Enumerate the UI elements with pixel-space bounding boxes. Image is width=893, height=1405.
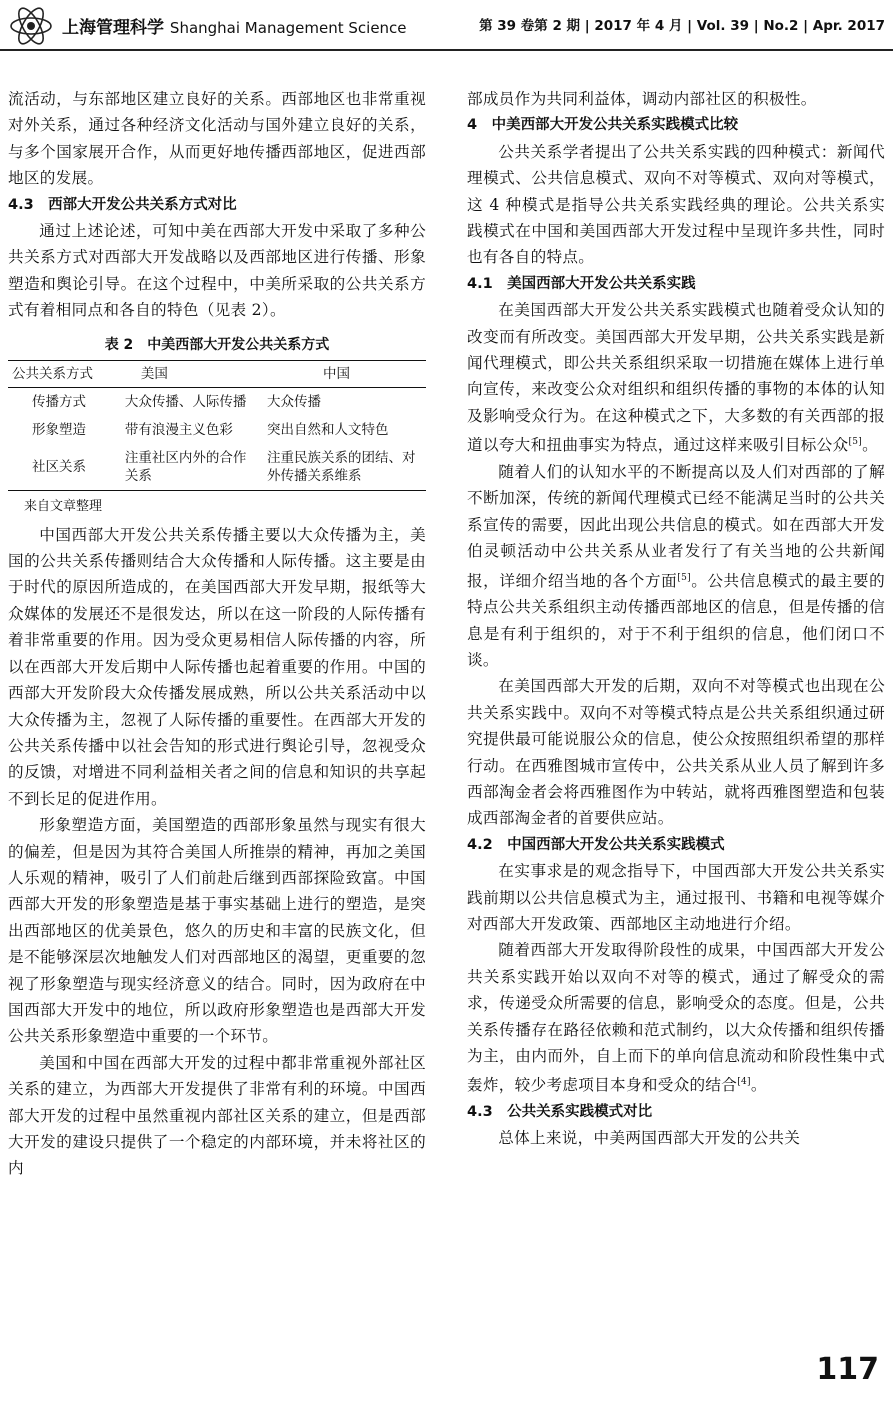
table-header-cell: 中国 (263, 360, 426, 387)
table-header-row (8, 360, 426, 387)
section-heading-4: 4 中美西部大开发公共关系实践模式比较 (467, 117, 739, 134)
paragraph: 通过上述论述，可知中美在西部大开发中采取了多种公共关系方式对西部大开发战略以及西部地区进行传播、形象塑造和舆论引导。在这个过程中，中美所采取的公共关系方式有着相同点和各自的特色（见表 2）。 (8, 222, 426, 320)
paragraph-text: 。 (862, 436, 879, 455)
page-header (0, 0, 893, 52)
table-caption: 表 2 中美西部大开发公共关系方式 (104, 336, 330, 353)
table-row (8, 416, 426, 444)
table-cell: 传播方式 (32, 393, 86, 410)
left-column (8, 86, 426, 1182)
journal-logo-icon (8, 6, 54, 46)
journal-title (62, 13, 407, 38)
paragraph: 形象塑造方面，美国塑造的西部形象虽然与现实有很大的偏差，但是因为其符合美国人所推崇的精神，再加之美国人乐观的精神，吸引了人们前赴后继到西部探险致富。中国西部大开发的形象塑造是基于事实基础上进行的塑造，是突出西部地区的优美景色，悠久的历史和丰富的民族文化，但是不能够深层次地触发人们对西部地区的渴望，更重要的忽视了形象塑造与现实经济意义的结合。同时，因为政府在中国西部大开发中的地位，所以政府形象塑造也是西部大开发公共关系形象塑造中重要的一个环节。 (8, 816, 426, 1046)
journal-title-en: Shanghai Management Science (169, 19, 407, 37)
citation-ref: [5] (848, 437, 863, 448)
table-cell: 注重民族关系的团结、对外传播关系维系 (263, 444, 426, 491)
issue-info: 第 39 卷第 2 期 | 2017 年 4 月 | Vol. 39 | No.2 | Apr. 2017 (479, 18, 885, 34)
table-cell: 大众传播 (266, 393, 321, 410)
paragraph: 在实事求是的观念指导下，中国西部大开发公共关系实践前期以公共信息模式为主，通过报刊、书籍和电视等媒介对西部大开发政策、西部地区主动地进行介绍。 (467, 862, 885, 933)
citation-ref: [5] (677, 572, 691, 583)
section-heading-4-3: 4.3 西部大开发公共关系方式对比 (8, 196, 237, 213)
table-cell: 突出自然和人文特色 (266, 421, 389, 438)
paragraph-text: 。 (750, 1076, 767, 1095)
table-cell: 社区关系 (8, 444, 121, 491)
paragraph: 公共关系学者提出了公共关系实践的四种模式：新闻代理模式、公共信息模式、双向不对等模式、双向对等模式，这 4 种模式是指导公共关系实践经典的理论。公共关系实践模式在中国和美国西部大开发过程中呈现许多共性，同时也有各自的特点。 (467, 142, 885, 267)
paragraph-text: 随着西部大开发取得阶段性的成果，中国西部大开发公共关系实践开始以双向不对等的模式，通过了解受众的需求，传递受众所需要的信息，影响受众的态度。但是，公共关系传播存在路径依赖和范式制约，以大众传播和组织传播为主，由内而外，自上而下的单向信息流动和阶段性集中式轰炸，较少考虑项目本身和受众的结合 (467, 941, 885, 1095)
section-heading-4-2: 4.2 中国西部大开发公共关系实践模式 (467, 836, 725, 853)
section-heading-4-3: 4.3 公共关系实践模式对比 (467, 1104, 653, 1120)
comparison-table (8, 360, 426, 491)
paragraph: 在美国西部大开发的后期，双向不对等模式也出现在公共关系实践中。双向不对等模式特点是公共关系组织通过研究提供最可能说服公众的信息，使公众按照组织希望的那样行动。在西雅图城市宣传中，公共关系从业人员了解到许多西部淘金者会将西雅图作为中转站，就将西雅图塑造和包装成西部淘金者的首要供应站。 (467, 677, 885, 828)
paragraph (467, 297, 885, 459)
journal-title-cn: 上海管理科学 (62, 18, 164, 38)
right-column (467, 86, 885, 1152)
table-header-cell: 公共关系方式 (8, 360, 121, 387)
table-cell: 带有浪漫主义色彩 (124, 421, 233, 438)
paragraph: 美国和中国在西部大开发的过程中都非常重视外部社区关系的建立，为西部大开发提供了非常有利的环境。中国西部大开发的过程中虽然重视内部社区关系的建立，但是西部大开发的建设只提供了一个稳定的内部环境，并未将社区的内 (8, 1053, 426, 1178)
header-rule (0, 49, 893, 51)
section-heading-4-1: 4.1 美国西部大开发公共关系实践 (467, 275, 696, 292)
table-row (8, 444, 426, 491)
paragraph (467, 459, 885, 673)
table-header-cell: 美国 (121, 360, 263, 387)
table-cell: 形象塑造 (32, 421, 86, 438)
page-number: 117 (816, 1352, 879, 1387)
table-cell: 注重社区内外的合作关系 (121, 444, 263, 491)
paragraph: 部成员作为共同利益体，调动内部社区的积极性。 (467, 90, 817, 108)
paragraph-text: 随着人们的认知水平的不断提高以及人们对西部的了解不断加深，传统的新闻代理模式已经不能满足当时的公共关系宣传的需要，因此出现公共信息的模式。如在西部大开发伯灵顿活动中公共关系从业者发行了有关当地的公共新闻报，详细介绍当地的各个方面 (467, 462, 885, 590)
table-source: 来自文章整理 (24, 498, 103, 514)
paragraph: 流活动，与东部地区建立良好的关系。西部地区也非常重视对外关系，通过各种经济文化活动与国外建立良好的关系，与多个国家展开合作，从而更好地传播西部地区，促进西部地区的发展。 (8, 90, 426, 188)
paragraph-text: 。公共信息模式的最主要的特点公共关系组织主动传播西部地区的信息，但是传播的信息是有利于组织的，对于不利于组织的信息，他们闭口不谈。 (467, 571, 885, 669)
paragraph: 总体上来说，中美两国西部大开发的公共关 (498, 1129, 801, 1148)
table-row (8, 387, 426, 416)
paragraph-text: 在美国西部大开发公共关系实践模式也随着受众认知的改变而有所改变。美国西部大开发早期，公共关系实践是新闻代理模式，即公共关系组织采取一切措施在媒体上进行单向宣传，来改变公众对组织和组织传播的事物的本体的认知及影响受众行为。在这种模式之下，大多数的有关西部的报道以夸大和扭曲事实为特点，通过这样来吸引目标公众 (467, 301, 885, 455)
paragraph (467, 937, 885, 1099)
table-cell: 大众传播、人际传播 (124, 393, 247, 410)
citation-ref: [4] (737, 1077, 751, 1088)
paragraph: 中国西部大开发公共关系传播主要以大众传播为主，美国的公共关系传播则结合大众传播和人际传播。这主要是由于时代的原因所造成的，在美国西部大开发早期，报纸等大众媒体的发展还不是很发达，所以在这一阶段的人际传播有着非常重要的作用。因为受众更易相信人际传播的内容，所以在西部大开发后期中人际传播也起着重要的作用。中国的西部大开发阶段大众传播发展成熟，所以公共关系活动中以大众传播为主，忽视了人际传播的重要性。在西部大开发的公共关系传播中以社会告知的形式进行舆论引导，忽视受众的反馈，对增进不同利益相关者之间的信息和知识的共享起不到长足的促进作用。 (8, 525, 426, 808)
